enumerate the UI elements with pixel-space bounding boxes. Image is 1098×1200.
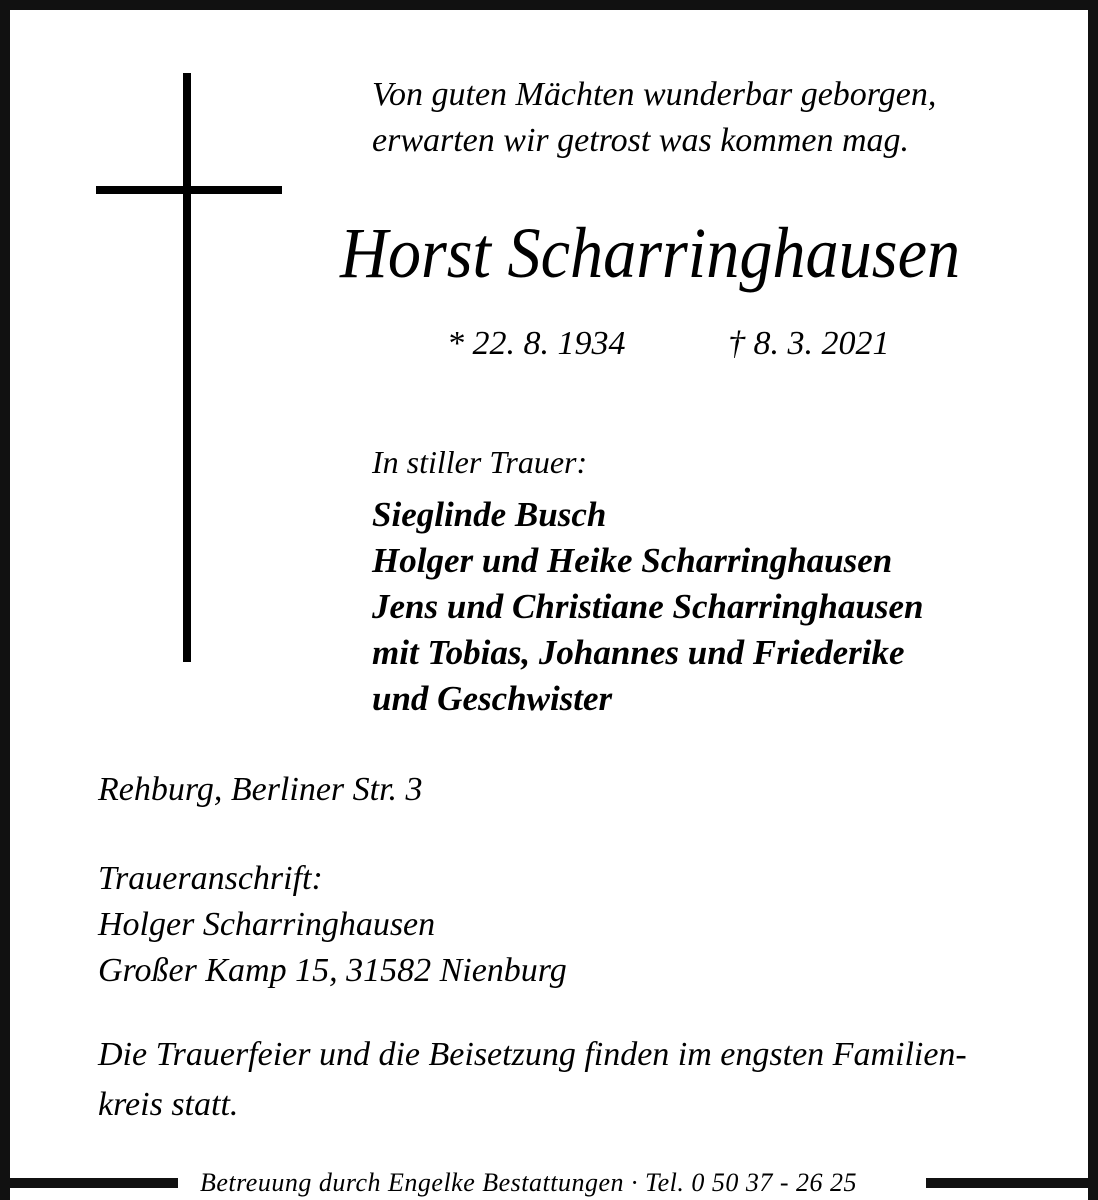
mourning-address-name: Holger Scharringhausen — [98, 906, 436, 943]
mourning-address-street: Großer Kamp 15, 31582 Nienburg — [98, 952, 567, 989]
mourners-list — [372, 492, 923, 722]
mourner-entry: Holger und Heike Scharringhausen — [372, 541, 893, 580]
epigraph-quote — [372, 72, 936, 164]
mourning-address-label: Traueranschrift: — [98, 860, 323, 897]
mourning-label: In stiller Trauer: — [372, 444, 588, 480]
location-address: Rehburg, Berliner Str. 3 — [98, 771, 423, 808]
cross-vertical-bar — [183, 73, 191, 662]
birth-date: * 22. 8. 1934 — [447, 325, 626, 362]
bottom-rule-left — [0, 1178, 178, 1188]
quote-line: erwarten wir getrost was kommen mag. — [372, 122, 910, 159]
mourner-entry: Jens und Christiane Scharringhausen — [372, 587, 924, 626]
funeral-home-footer: Betreuung durch Engelke Bestattungen · Tel. 0 50 37 - 26 25 — [200, 1168, 858, 1197]
death-date: † 8. 3. 2021 — [728, 325, 890, 362]
cross-horizontal-bar — [96, 186, 282, 194]
mourner-entry: und Geschwister — [372, 679, 613, 718]
mourning-address-block — [98, 856, 567, 994]
bottom-rule-right — [926, 1178, 1098, 1188]
notice-line: Die Trauerfeier und die Beisetzung finden im engsten Familien- — [98, 1036, 967, 1073]
mourner-entry: Sieglinde Busch — [372, 495, 607, 534]
notice-line: kreis statt. — [98, 1086, 239, 1123]
quote-line: Von guten Mächten wunderbar geborgen, — [372, 76, 937, 113]
mourner-entry: mit Tobias, Johannes und Friederike — [372, 633, 905, 672]
deceased-name: Horst Scharringhausen — [340, 213, 961, 293]
ceremony-notice — [98, 1030, 967, 1130]
